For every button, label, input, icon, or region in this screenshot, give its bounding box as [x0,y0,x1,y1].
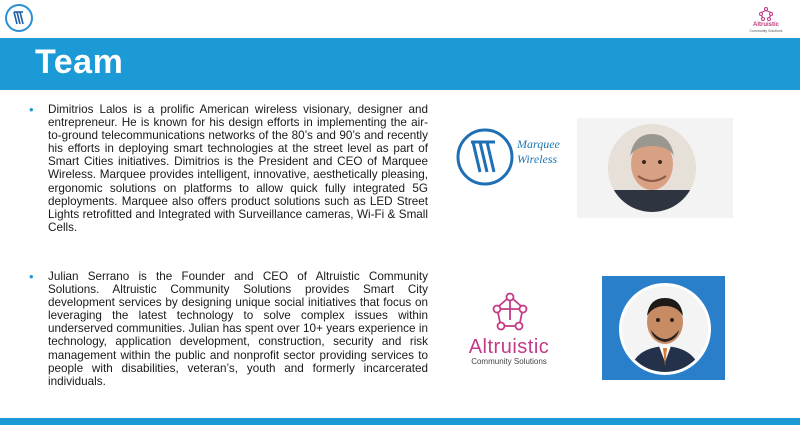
page-title: Team [35,43,124,81]
bullet-icon: • [29,102,34,117]
marquee-logo-line2: Wireless [517,152,558,166]
network-icon [490,292,530,334]
small-logo-sub: Community Solutions [749,29,783,33]
photo-card-dimitrios [577,118,733,218]
footer-bar [0,418,800,425]
person-portrait-icon [608,124,696,212]
altruistic-small-logo [746,6,786,36]
marquee-logo-line1: Marquee [517,137,560,151]
avatar [608,124,696,212]
person-portrait-icon [622,286,708,372]
network-icon [758,7,774,21]
title-bar [0,38,800,90]
bio-julian [29,269,428,388]
avatar [619,283,711,375]
bio-text: Dimitrios Lalos is a prolific American wireless visionary, designer and entrepreneur. He is known for his design efforts in implementing the air-to-ground telecommunications networks of the 80’s and 90’s and recently his efforts in deploying smart technologies at the street level as part of Smart Cities initiatives. Dimitrios is the President and CEO of Marquee Wireless. Marquee provides intelligent, innovative, aesthetically pleasing, ergonomic solutions on platforms to allow quick fully integrated 5G deployments. Marquee also offers product solutions such as LED Street Lights retrofitted and Integrated with Surveillance cameras, Wi-Fi & Small Cells. [48,103,428,234]
bio-dimitrios [29,102,428,234]
small-logo-brand: Altruistic [752,22,779,28]
bullet-icon: • [29,269,34,284]
photo-card-julian [602,276,725,380]
altruistic-logo-brand: Altruistic [468,336,550,358]
altruistic-logo-sub: Community Solutions [471,357,547,366]
marquee-emblem-icon [455,127,515,187]
altruistic-community-logo [450,290,570,370]
company-logo-icon [5,4,33,32]
marquee-wireless-logo [455,127,570,187]
bio-text: Julian Serrano is the Founder and CEO of Altruistic Community Solutions. Altruistic Community Solutions provides Smart City development services by designing unique social initiatives that focus on leveraging the latest technology to solve complex issues within underserved communities. Julian has spent over 10+ years experience in technology, application development, construction, security and risk management within the public and nonprofit sector providing services to people with disabilities, veteran’s, youth and formerly incarcerated individuals. [48,270,428,388]
